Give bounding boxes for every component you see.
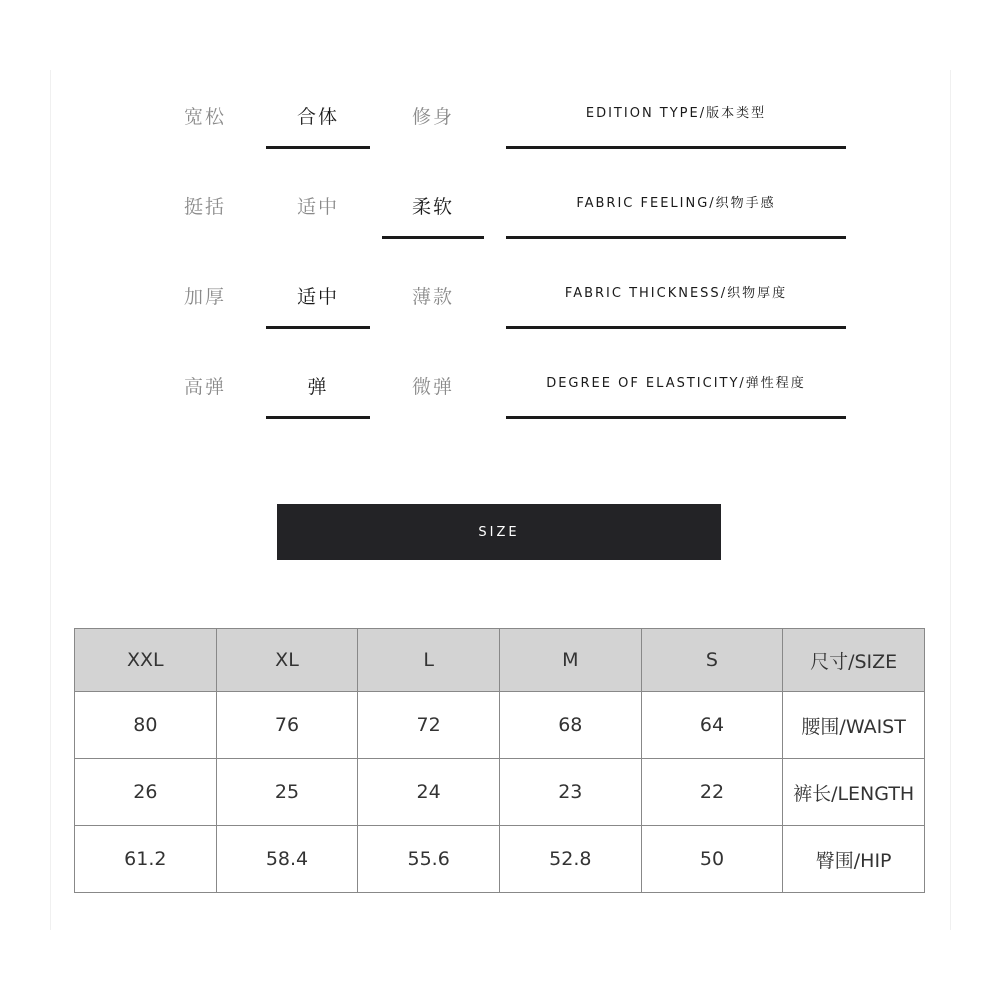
table-cell: 68 [499,692,641,759]
fabric-attributes [160,90,860,430]
attr-option: 柔软 [382,192,484,239]
table-row [75,759,925,826]
attr-option: 宽松 [183,106,226,128]
table-header-cell: 尺寸/SIZE [783,629,925,692]
attr-option: 高弹 [183,376,226,398]
table-row [75,692,925,759]
table-header-cell: L [358,629,500,692]
table-header-row [75,629,925,692]
table-header-cell: M [499,629,641,692]
table-row-label: 臀围/HIP [783,826,925,893]
table-cell: 52.8 [499,826,641,893]
attr-option: 适中 [266,282,370,329]
table-cell: 22 [641,759,783,826]
attr-option: 弹 [266,372,370,419]
table-cell: 23 [499,759,641,826]
attr-option: 挺括 [183,196,226,218]
attr-option: 加厚 [183,286,226,308]
table-header-cell: XL [216,629,358,692]
attr-row-elasticity [160,360,860,420]
attr-option: 微弹 [411,376,454,398]
page-edge-left [50,70,51,930]
attr-row-fabric-feeling [160,180,860,240]
table-header-cell: XXL [75,629,217,692]
attr-option: 修身 [411,106,454,128]
table-cell: 26 [75,759,217,826]
table-cell: 24 [358,759,500,826]
table-cell: 76 [216,692,358,759]
attr-label: FABRIC FEELING/织物手感 [506,192,846,239]
table-cell: 50 [641,826,783,893]
page-edge-right [950,70,951,930]
table-cell: 64 [641,692,783,759]
table-row-label: 腰围/WAIST [783,692,925,759]
table-cell: 25 [216,759,358,826]
attr-option: 薄款 [411,286,454,308]
table-cell: 80 [75,692,217,759]
attr-option: 适中 [296,196,339,218]
attr-row-edition-type [160,90,860,150]
table-row-label: 裤长/LENGTH [783,759,925,826]
size-banner: SIZE [277,504,721,560]
table-cell: 58.4 [216,826,358,893]
attr-option: 合体 [266,102,370,149]
table-header-cell: S [641,629,783,692]
table-cell: 61.2 [75,826,217,893]
attr-label: DEGREE OF ELASTICITY/弹性程度 [506,372,846,419]
table-cell: 72 [358,692,500,759]
size-table [74,628,925,893]
table-row [75,826,925,893]
attr-row-fabric-thickness [160,270,860,330]
table-cell: 55.6 [358,826,500,893]
attr-label: EDITION TYPE/版本类型 [506,102,846,149]
attr-label: FABRIC THICKNESS/织物厚度 [506,282,846,329]
